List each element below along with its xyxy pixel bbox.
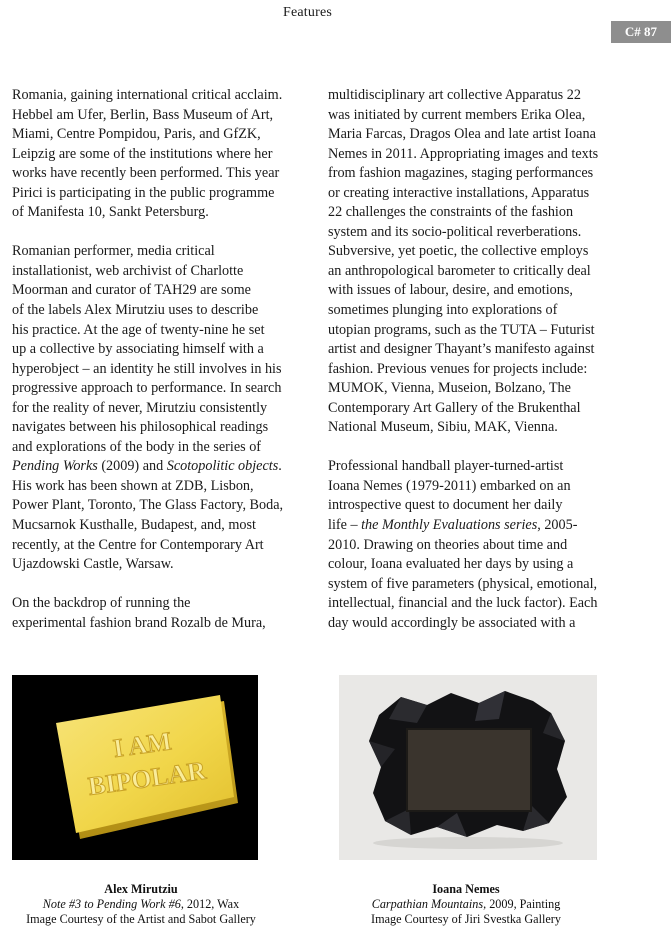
text-line: introspective quest to document her daily [328,497,563,514]
paragraph [328,86,628,438]
text-line: Contemporary Art Gallery of the Brukenthal [328,399,581,416]
caption-title [0,897,282,912]
text-line: installationist, web archivist of Charlotte [12,262,244,279]
text-line: was initiated by current members Erika Olea, [328,106,586,123]
text-line: Romanian performer, media critical [12,243,215,260]
work-title: the Monthly Evaluations series [361,517,538,534]
text-line: Power Plant, Toronto, The Glass Factory, Boda, [12,497,284,514]
artwork-engraved-text: I AM [111,726,174,764]
artwork-image-carpathian-mountains [339,675,597,860]
caption-artist: Ioana Nemes [432,882,500,896]
text-line: artist and designer Thayant’s manifesto against [328,341,595,358]
figure-caption-left [0,882,282,928]
text-line: National Museum, Sibiu, MAK, Vienna. [328,419,558,436]
text-line: Subversive, yet poetic, the collective employs [328,243,589,260]
text-line: Miami, Centre Pompidou, Paris, and GfZK, [12,126,261,143]
text-line: Romania, gaining international critical acclaim. [12,87,283,103]
text-line: colour, Ioana evaluated her days by using a [328,556,574,573]
text-line: MUMOK, Vienna, Museion, Bolzano, The [328,380,571,397]
caption-work-title: Carpathian Mountains, [371,897,487,912]
text-line: Professional handball player-turned-artist [328,458,564,475]
wax-bar-illustration [12,675,258,860]
caption-title [335,897,597,912]
text-line: multidisciplinary art collective Apparatus 22 [328,87,581,103]
work-title: Scotopolitic objects [166,458,279,475]
work-title: Pending Works [12,458,98,475]
section-title: Features [282,5,333,20]
caption-credit: Image Courtesy of the Artist and Sabot Gallery [26,912,256,927]
text-line: navigates between his philosophical readings [12,419,269,436]
text-line: progressive approach to performance. In search [12,380,282,397]
text-fragment: (2009) and [97,458,167,475]
caption-details: 2009, Painting [486,897,561,912]
text-line: 22 challenges the constraints of the fashion [328,204,574,221]
faceted-frame-illustration [339,675,597,860]
text-fragment: , 2005- [537,517,578,534]
text-line: from fashion magazines, staging performances [328,165,594,182]
text-line: and explorations of the body in the series of [12,438,262,455]
paragraph [328,457,628,633]
text-fragment: . [278,458,282,475]
text-line: for the reality of never, Mirutziu consistently [12,399,268,416]
text-line: up a collective by associating himself with a [12,341,264,358]
text-line: Ujazdowski Castle, Warsaw. [12,556,174,573]
text-line [328,516,628,536]
text-line: of Manifesta 10, Sankt Petersburg. [12,204,209,221]
text-line: sometimes plunging into explorations of [328,302,558,319]
paragraph [12,242,312,574]
text-line: Mucsarnok Kusthalle, Budapest, and, most [12,517,256,534]
caption-work-title: Note #3 to Pending Work #6 [42,897,181,912]
text-line: of the labels Alex Mirutziu uses to describe [12,302,259,319]
text-line: hyperobject – an identity he still involves in his [12,360,282,377]
text-line: 2010. Drawing on theories about time and [328,536,568,553]
artwork-image-wax-bar [12,675,258,860]
figure-caption-right [335,882,597,928]
text-line: Maria Farcas, Dragos Olea and late artist Ioana [328,126,596,143]
caption-details: , 2012, Wax [180,897,240,912]
caption-artist: Alex Mirutziu [104,882,178,896]
text-line: day would accordingly be associated with a [328,614,576,631]
text-column-left [12,86,312,633]
text-line: recently, at the Centre for Contemporary Art [12,536,264,553]
text-line: His work has been shown at ZDB, Lisbon, [12,477,254,494]
text-line: On the backdrop of running the [12,595,191,612]
text-line: system of five parameters (physical, emotional, [328,575,598,592]
caption-credit: Image Courtesy of Jiri Svestka Gallery [371,912,561,927]
text-line: Nemes in 2011. Appropriating images and texts [328,145,599,162]
text-line: or creating interactive installations, Apparatus [328,184,590,201]
text-line: with issues of labour, desire, and emotions, [328,282,573,299]
paragraph [12,594,312,633]
text-line: Leipzig are some of the institutions where her [12,145,273,162]
paragraph [12,86,312,223]
text-line: Moorman and curator of TAH29 are some [12,282,251,299]
text-fragment: life – [328,517,362,534]
text-line: experimental fashion brand Rozalb de Mura, [12,614,266,631]
painting-panel [407,729,531,811]
text-line: system and its socio-political reverberations. [328,223,582,240]
page-number-badge: C# 87 [611,21,671,43]
text-line: Pirici is participating in the public programme [12,184,275,201]
text-line: fashion. Previous venues for projects include: [328,360,588,377]
artwork-engraved-text: BIPOLAR [86,755,208,801]
text-line [12,457,312,477]
text-line: Ioana Nemes (1979-2011) embarked on an [328,477,571,494]
text-line: intellectual, financial and the luck factor). Each [328,595,598,612]
text-line: works have recently been performed. This year [12,165,280,182]
text-column-right [328,86,628,633]
text-line: an anthropological barometer to critically deal [328,262,591,279]
text-line: Hebbel am Ufer, Berlin, Bass Museum of Art, [12,106,274,123]
text-line: utopian programs, such as the TUTA – Futurist [328,321,595,338]
text-line: his practice. At the age of twenty-nine he set [12,321,265,338]
